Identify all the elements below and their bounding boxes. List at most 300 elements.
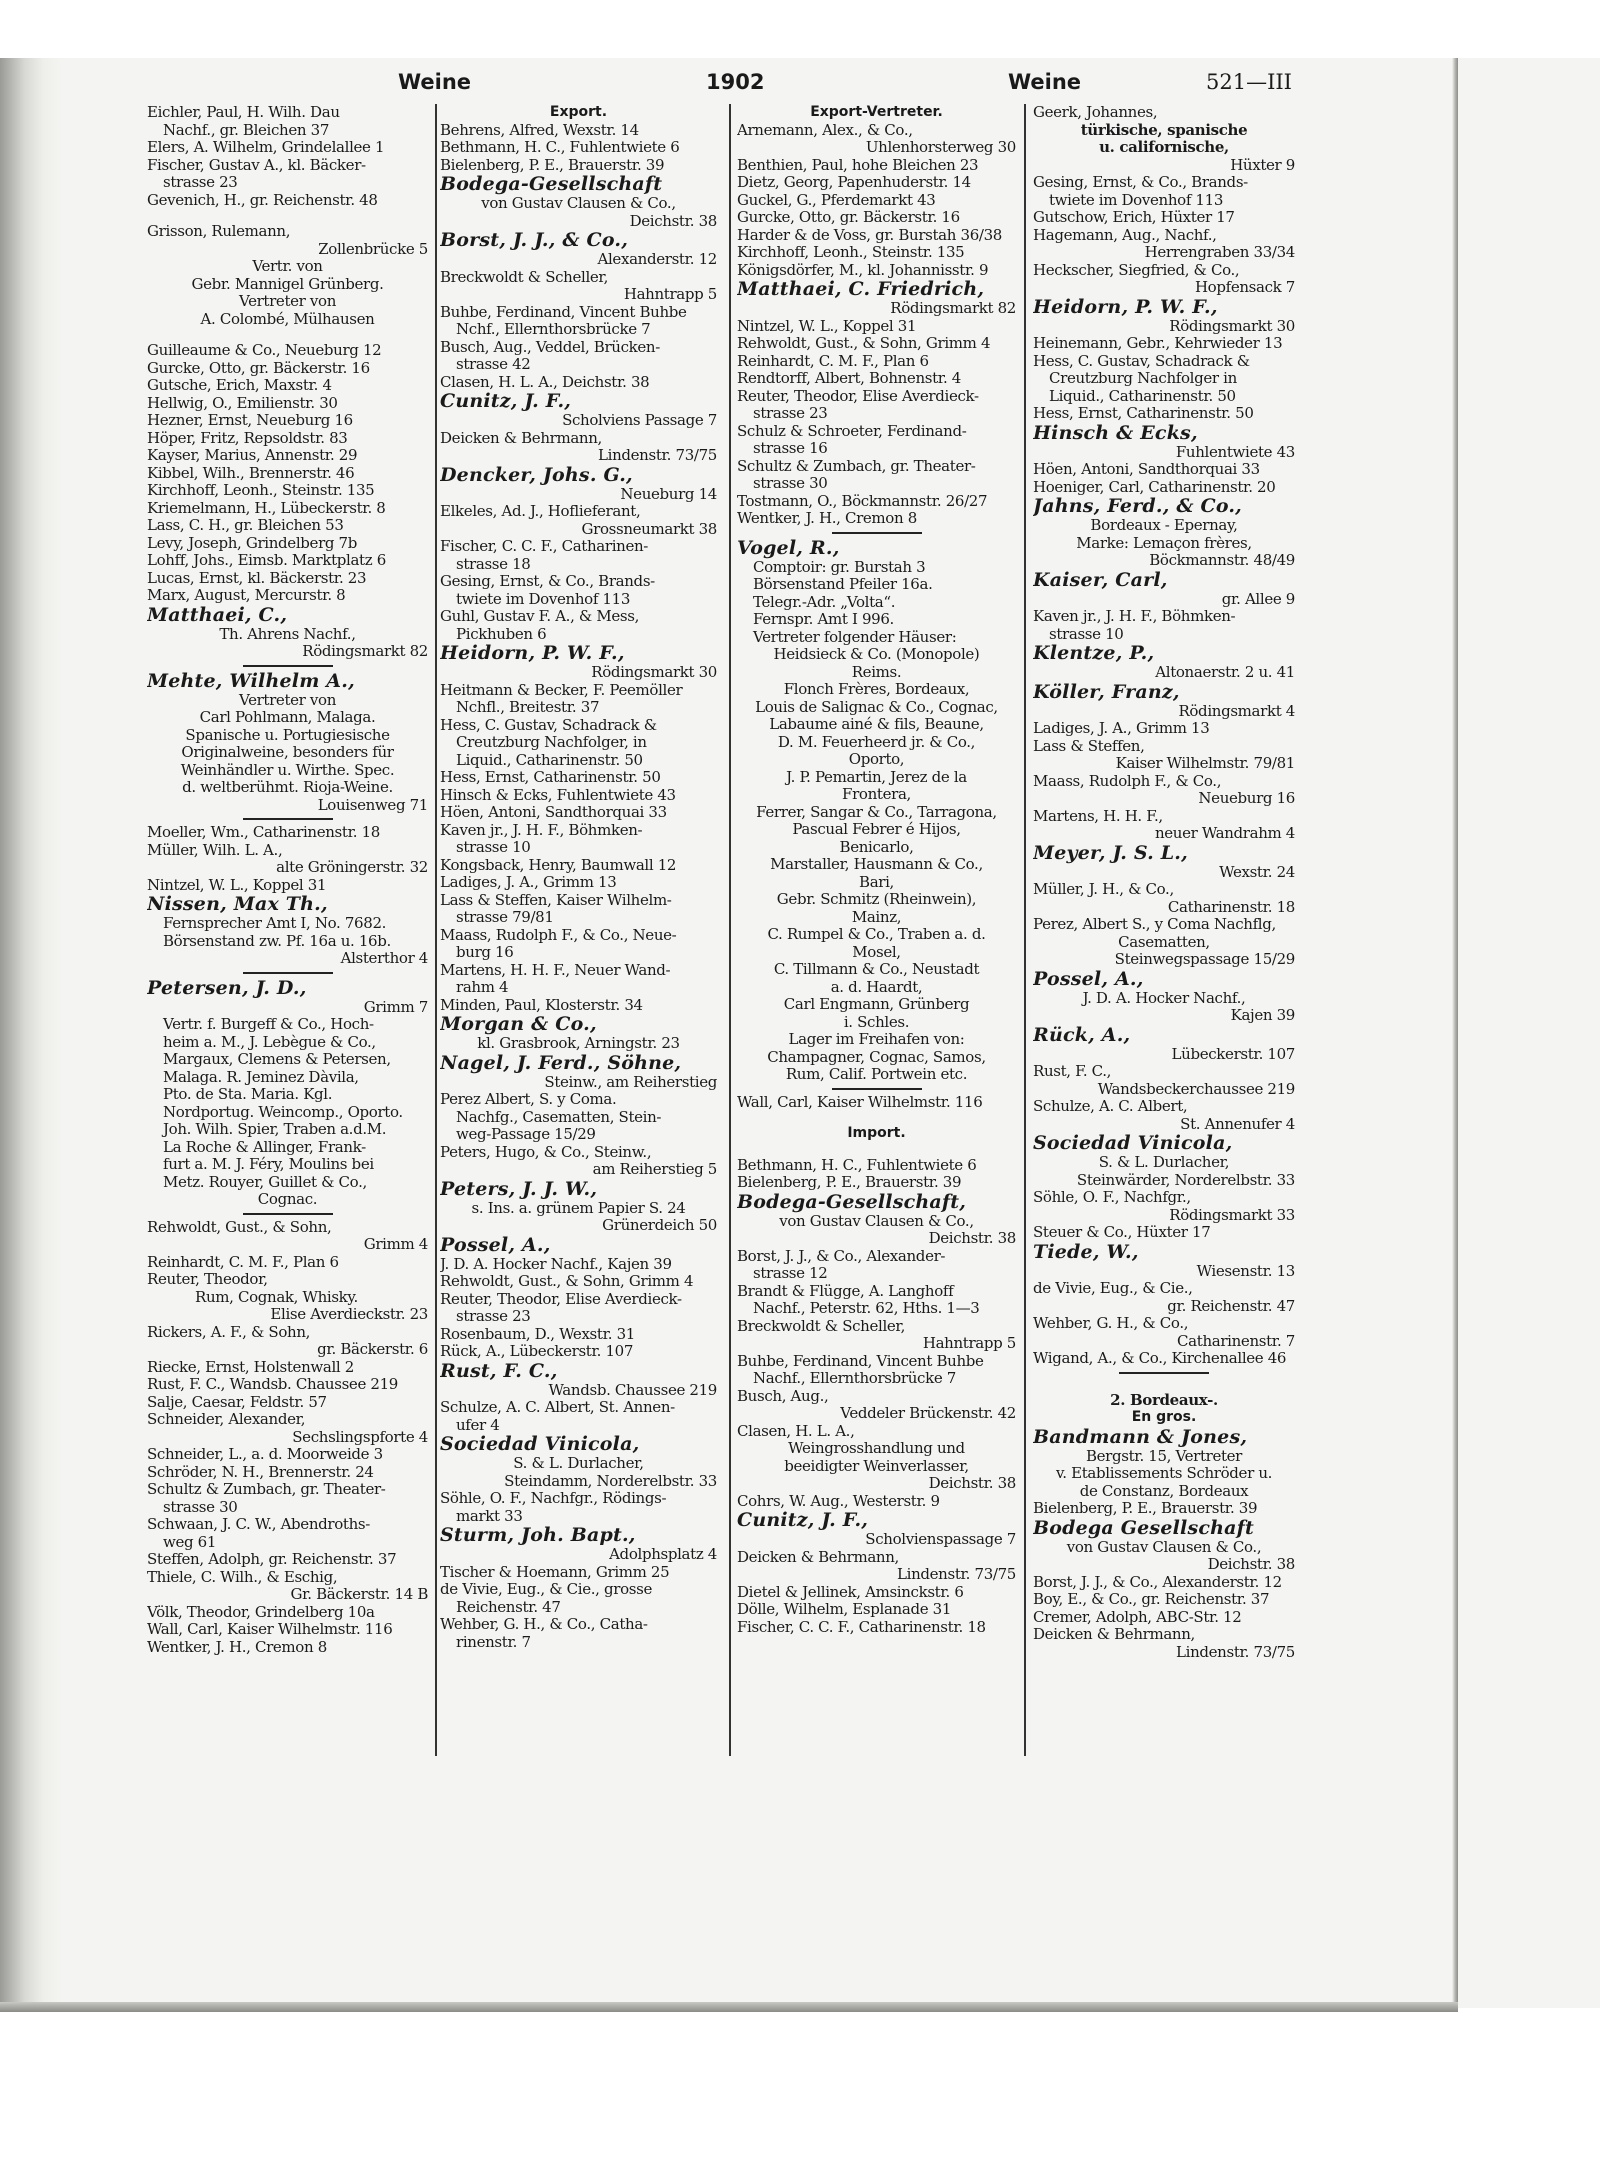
entry-line: Schulze, A. C. Albert, St. Annen- — [440, 1399, 675, 1416]
entry-line: Nchf., Ellernthorsbrücke 7 — [456, 321, 651, 338]
entry-line: Guhl, Gustav F. A., & Mess, — [440, 608, 640, 625]
entry-line: Cremer, Adolph, ABC-Str. 12 — [1033, 1608, 1242, 1626]
entry-line: Börsenstand Pfeiler 16a. — [753, 576, 933, 593]
entry-line: Cohrs, W. Aug., Westerstr. 9 — [737, 1492, 940, 1510]
entry-line: Deichstr. 38 — [928, 1475, 1016, 1492]
entry-line: Neueburg 14 — [620, 485, 717, 503]
section-divider — [147, 1209, 428, 1219]
entry-line: Rust, F. C., Wandsb. Chaussee 219 — [147, 1376, 398, 1393]
entry-line: Hahntrapp 5 — [623, 286, 717, 303]
section-heading: Export-Vertreter. — [810, 104, 943, 120]
entry-line: Comptoir: gr. Burstah 3 — [753, 558, 926, 576]
firm-name: Matthaei, C., — [147, 604, 288, 626]
directory-column-3 — [737, 104, 1016, 1636]
column-rule — [435, 104, 437, 1756]
firm-name: Sturm, Joh. Bapt., — [440, 1525, 636, 1546]
entry-line: Reuter, Theodor, Elise Averdieck- — [440, 1290, 682, 1308]
entry-line: J. D. A. Hocker Nachf., — [1082, 989, 1246, 1007]
entry-line: markt 33 — [456, 1507, 523, 1525]
entry-line: neuer Wandrahm 4 — [1154, 825, 1295, 842]
firm-name: Sociedad Vinicola, — [440, 1434, 640, 1455]
directory-column-1 — [147, 104, 428, 1656]
firm-name: Klentze, P., — [1033, 643, 1155, 664]
entry-line: strasse 30 — [163, 1498, 238, 1516]
entry-line: Grisson, Rulemann, — [147, 223, 291, 240]
entry-line: Wehber, G. H., & Co., Catha- — [440, 1616, 648, 1633]
entry-line: Harder & de Voss, gr. Burstah 36/38 — [737, 226, 1002, 244]
entry-line: Gurcke, Otto, gr. Bäckerstr. 16 — [147, 359, 370, 377]
entry-line: von Gustav Clausen & Co., — [779, 1212, 974, 1230]
entry-line: v. Etablissements Schröder u. — [1055, 1465, 1273, 1482]
entry-line: Börsenstand zw. Pf. 16a u. 16b. — [163, 932, 391, 950]
entry-line: Nachf., Peterstr. 62, Hths. 1—3 — [753, 1300, 980, 1317]
entry-line: Mosel, — [852, 943, 901, 961]
entry-line: kl. Grasbrook, Arningstr. 23 — [477, 1035, 680, 1052]
entry-line: Arnemann, Alex., & Co., — [737, 121, 913, 139]
entry-line: Wandsb. Chaussee 219 — [548, 1381, 717, 1399]
entry-line: Bielenberg, P. E., Brauerstr. 39 — [1033, 1500, 1258, 1517]
entry-line: Uhlenhorsterweg 30 — [865, 139, 1016, 156]
entry-line: Schulz & Schroeter, Ferdinand- — [737, 422, 967, 440]
section-divider — [737, 528, 1016, 538]
entry-line: Schulze, A. C. Albert, — [1033, 1098, 1188, 1115]
entry-line: Lohff, Johs., Eimsb. Marktplatz 6 — [147, 552, 386, 569]
entry-line: Rehwoldt, Gust., & Sohn, — [147, 1218, 332, 1236]
entry-line: Breckwoldt & Scheller, — [737, 1317, 906, 1335]
entry-line: J. P. Pemartin, Jerez de la — [786, 768, 967, 786]
entry-line: Schwaan, J. C. W., Abendroths- — [147, 1516, 370, 1533]
entry-line: Deichstr. 38 — [928, 1230, 1016, 1247]
entry-line: Lindenstr. 73/75 — [598, 447, 717, 464]
firm-name: Mehte, Wilhelm A., — [147, 670, 355, 692]
entry-line: Bethmann, H. C., Fuhlentwiete 6 — [737, 1156, 977, 1174]
entry-line: Alsterthor 4 — [340, 950, 428, 967]
entry-line: strasse 10 — [456, 839, 531, 856]
entry-line: weg 61 — [163, 1533, 217, 1551]
entry-line: Heckscher, Siegfried, & Co., — [1033, 261, 1240, 279]
running-header-left: Weine — [398, 70, 472, 94]
firm-name: Morgan & Co., — [440, 1014, 597, 1035]
entry-line: Völk, Theodor, Grindelberg 10a — [147, 1603, 375, 1621]
entry-line: 2. Bordeaux-. — [1110, 1391, 1218, 1409]
entry-line: Creutzburg Nachfolger, in — [456, 734, 647, 751]
entry-line: Pto. de Sta. Maria. Kgl. — [163, 1086, 333, 1103]
entry-line: am Reiherstieg 5 — [592, 1161, 717, 1178]
entry-line: Hüxter 9 — [1230, 156, 1295, 174]
entry-line: Königsdörfer, M., kl. Johannisstr. 9 — [737, 261, 989, 279]
entry-line: s. Ins. a. grünem Papier S. 24 — [471, 1199, 686, 1217]
entry-line: strasse 30 — [753, 475, 828, 492]
section-divider — [147, 661, 428, 671]
entry-line: strasse 23 — [163, 174, 238, 191]
entry-line: Wandsbeckerchaussee 219 — [1097, 1080, 1295, 1098]
entry-line: La Roche & Allinger, Frank- — [163, 1138, 366, 1156]
entry-line: ufer 4 — [456, 1416, 500, 1434]
entry-line: Riecke, Ernst, Holstenwall 2 — [147, 1358, 354, 1376]
entry-line: Steuer & Co., Hüxter 17 — [1033, 1224, 1211, 1241]
entry-line: Kayser, Marius, Annenstr. 29 — [147, 447, 358, 464]
entry-line: C. Rumpel & Co., Traben a. d. — [767, 926, 986, 943]
entry-line: rinenstr. 7 — [456, 1633, 531, 1651]
firm-name: Heidorn, P. W. F., — [440, 643, 625, 664]
entry-line: Champagner, Cognac, Samos, — [767, 1048, 986, 1066]
entry-line: Grünerdeich 50 — [602, 1217, 717, 1234]
entry-line: Reinhardt, C. M. F., Plan 6 — [147, 1253, 339, 1271]
entry-line: twiete im Dovenhof 113 — [1049, 191, 1224, 209]
entry-line: Tischer & Hoemann, Grimm 25 — [440, 1563, 670, 1581]
entry-line: Behrens, Alfred, Wexstr. 14 — [440, 121, 639, 139]
entry-line: Lucas, Ernst, kl. Bäckerstr. 23 — [147, 569, 367, 587]
entry-line: Maass, Rudolph F., & Co., — [1033, 772, 1222, 790]
firm-name: Bandmann & Jones, — [1033, 1426, 1248, 1448]
entry-line: Pickhuben 6 — [456, 625, 547, 643]
entry-line: de Constanz, Bordeaux — [1079, 1482, 1249, 1500]
entry-line: Kaven jr., J. H. F., Böhmken- — [440, 821, 643, 839]
entry-line: Lass & Steffen, Kaiser Wilhelm- — [440, 891, 672, 909]
entry-line: Alexanderstr. 12 — [597, 251, 717, 268]
entry-line: Fischer, Gustav A., kl. Bäcker- — [147, 156, 366, 174]
entry-line: Wigand, A., & Co., Kirchenallee 46 — [1033, 1350, 1287, 1367]
entry-line: Levy, Joseph, Grindelberg 7b — [147, 534, 358, 552]
entry-line: Reichenstr. 47 — [456, 1598, 561, 1616]
section-divider — [147, 968, 428, 978]
entry-line: Hoeniger, Carl, Catharinenstr. 20 — [1033, 478, 1276, 496]
entry-line: Reinhardt, C. M. F., Plan 6 — [737, 352, 929, 370]
entry-line: Reims. — [851, 663, 902, 681]
entry-line: strasse 12 — [753, 1265, 828, 1282]
firm-name: Cunitz, J. F., — [737, 1510, 869, 1531]
firm-name: Bodega Gesellschaft — [1033, 1517, 1254, 1539]
entry-line: Wehber, G. H., & Co., — [1033, 1315, 1189, 1332]
entry-line: Höen, Antoni, Sandthorquai 33 — [1033, 461, 1260, 478]
entry-line: furt a. M. J. Féry, Moulins bei — [163, 1156, 374, 1173]
firm-name: Peters, J. J. W., — [440, 1178, 598, 1200]
entry-line: Bielenberg, P. E., Brauerstr. 39 — [440, 156, 665, 174]
entry-line: gr. Allee 9 — [1221, 590, 1295, 608]
entry-line: i. Schles. — [843, 1013, 910, 1031]
entry-line: Louis de Salignac & Co., Cognac, — [755, 698, 998, 716]
section-divider — [147, 814, 428, 824]
entry-line: Steffen, Adolph, gr. Reichenstr. 37 — [147, 1551, 397, 1568]
entry-line: türkische, spanische — [1080, 121, 1248, 139]
entry-line: Sechslingspforte 4 — [292, 1428, 428, 1446]
page-edge-bottom — [0, 2002, 1458, 2012]
entry-line: Dölle, Wilhelm, Esplanade 31 — [737, 1601, 952, 1618]
entry-line: Casematten, — [1118, 933, 1210, 951]
directory-column-2 — [440, 104, 717, 1651]
entry-line: Steinwärder, Norderelbstr. 33 — [1076, 1171, 1295, 1189]
entry-line: Nordportug. Weincomp., Oporto. — [163, 1103, 403, 1121]
entry-line: Breckwoldt & Scheller, — [440, 268, 609, 286]
entry-line: Buhbe, Ferdinand, Vincent Buhbe — [440, 303, 687, 321]
entry-line: Hess, Ernst, Catharinenstr. 50 — [1033, 405, 1254, 422]
entry-line: Rosenbaum, D., Wexstr. 31 — [440, 1325, 635, 1343]
entry-line: de Vivie, Eug., & Cie., grosse — [440, 1581, 652, 1598]
entry-line: Telegr.-Adr. „Volta“. — [753, 593, 896, 611]
entry-line: Reuter, Theodor, Elise Averdieck- — [737, 387, 979, 405]
entry-line: Adolphsplatz 4 — [609, 1546, 717, 1563]
entry-line: strasse 42 — [456, 356, 531, 373]
column-rule — [729, 104, 731, 1756]
entry-line: Perez, Albert S., y Coma Nachflg, — [1033, 916, 1276, 933]
entry-line: Vertreter von — [238, 691, 337, 709]
entry-line: Tostmann, O., Böckmannstr. 26/27 — [737, 492, 988, 510]
entry-line: Wentker, J. H., Cremon 8 — [737, 510, 917, 527]
entry-line: Guckel, G., Pferdemarkt 43 — [737, 191, 936, 209]
entry-line: Deicken & Behrmann, — [440, 429, 602, 447]
entry-line: gr. Bäckerstr. 6 — [317, 1341, 428, 1358]
entry-line: Moeller, Wm., Catharinenstr. 18 — [147, 824, 380, 841]
entry-line: Fischer, C. C. F., Catharinenstr. 18 — [737, 1618, 986, 1636]
entry-line: Hess, C. Gustav, Schadrack & — [440, 716, 657, 734]
entry-line: strasse 16 — [753, 440, 828, 457]
entry-line: Hezner, Ernst, Neueburg 16 — [147, 412, 353, 429]
entry-line: Spanische u. Portugiesische — [185, 726, 390, 744]
entry-line: Margaux, Clemens & Petersen, — [163, 1051, 391, 1068]
entry-line: Creutzburg Nachfolger in — [1049, 370, 1237, 387]
entry-line: Liquid., Catharinenstr. 50 — [1049, 387, 1236, 405]
entry-line: gr. Reichenstr. 47 — [1167, 1297, 1295, 1315]
firm-name: Kaiser, Carl, — [1033, 569, 1168, 591]
entry-line: Vertr. f. Burgeff & Co., Hoch- — [163, 1016, 374, 1033]
firm-name: Possel, A., — [1033, 968, 1144, 990]
entry-line: Bethmann, H. C., Fuhlentwiete 6 — [440, 139, 680, 156]
entry-line: Martens, H. H. F., Neuer Wand- — [440, 961, 671, 979]
firm-name: Rust, F. C., — [440, 1360, 558, 1382]
entry-line: Fernspr. Amt I 996. — [753, 611, 894, 628]
entry-line: Hess, C. Gustav, Schadrack & — [1033, 352, 1250, 370]
entry-line: Dietel & Jellinek, Amsinckstr. 6 — [737, 1583, 964, 1601]
entry-line: Söhle, O. F., Nachfgr., — [1033, 1189, 1191, 1206]
entry-line: Busch, Aug., — [737, 1387, 829, 1405]
entry-line: Borst, J. J., & Co., Alexanderstr. 12 — [1033, 1573, 1282, 1591]
section-divider — [1033, 1368, 1295, 1378]
entry-line: de Vivie, Eug., & Cie., — [1033, 1280, 1193, 1297]
entry-line: Guilleaume & Co., Neueburg 12 — [147, 342, 382, 359]
entry-line: Mainz, — [851, 908, 902, 926]
entry-line: Elers, A. Wilhelm, Grindelallee 1 — [147, 139, 385, 156]
entry-line: Gebr. Schmitz (Rheinwein), — [776, 891, 977, 908]
spacer — [147, 209, 428, 223]
entry-line: a. d. Haardt, — [830, 978, 923, 996]
entry-line: S. & L. Durlacher, — [513, 1455, 644, 1472]
entry-line: Böckmannstr. 48/49 — [1149, 552, 1295, 569]
entry-line: weg-Passage 15/29 — [456, 1126, 596, 1143]
entry-line: Maass, Rudolph F., & Co., Neue- — [440, 926, 677, 944]
entry-line: Gebr. Mannigel Grünberg. — [191, 275, 384, 293]
entry-line: Weingrosshandlung und — [788, 1440, 965, 1457]
entry-line: heim a. M., J. Lebègue & Co., — [163, 1033, 376, 1051]
entry-line: A. Colombé, Mülhausen — [200, 310, 375, 328]
entry-line: Kriemelmann, H., Lübeckerstr. 8 — [147, 499, 386, 517]
firm-name: Bodega-Gesellschaft, — [737, 1191, 967, 1213]
entry-line: Söhle, O. F., Nachfgr., Rödings- — [440, 1490, 667, 1507]
entry-line: burg 16 — [456, 944, 514, 961]
entry-line: Vertreter folgender Häuser: — [753, 628, 957, 646]
firm-name: Nagel, J. Ferd., Söhne, — [440, 1052, 682, 1074]
entry-line: Kaven jr., J. H. F., Böhmken- — [1033, 608, 1236, 625]
entry-line: Rödingsmarkt 33 — [1169, 1206, 1295, 1224]
firm-name: Sociedad Vinicola, — [1033, 1133, 1233, 1154]
firm-name: Köller, Franz, — [1033, 681, 1180, 703]
entry-line: Kaiser Wilhelmstr. 79/81 — [1115, 755, 1295, 772]
firm-name: Tiede, W., — [1033, 1241, 1139, 1263]
entry-line: Louisenweg 71 — [317, 796, 428, 814]
firm-name: Bodega-Gesellschaft — [440, 174, 663, 195]
entry-line: Borst, J. J., & Co., Alexander- — [737, 1247, 946, 1265]
entry-line: Lass, C. H., gr. Bleichen 53 — [147, 517, 344, 534]
entry-line: Carl Engmann, Grünberg — [783, 996, 970, 1013]
entry-line: Salje, Caesar, Feldstr. 57 — [147, 1393, 327, 1411]
entry-line: Flonch Frères, Bordeaux, — [783, 681, 970, 698]
entry-line: Herrengraben 33/34 — [1144, 244, 1295, 261]
entry-line: Nintzel, W. L., Koppel 31 — [147, 876, 327, 894]
entry-line: Hopfensack 7 — [1194, 279, 1295, 296]
entry-line: Veddeler Brückenstr. 42 — [840, 1405, 1016, 1422]
entry-line: Wall, Carl, Kaiser Wilhelmstr. 116 — [737, 1093, 983, 1111]
entry-line: Peters, Hugo, & Co., Steinw., — [440, 1143, 652, 1161]
entry-line: beeidigter Weinverlasser, — [784, 1457, 969, 1475]
entry-line: Heidsieck & Co. (Monopole) — [773, 646, 980, 663]
entry-line: Steinwegspassage 15/29 — [1114, 951, 1295, 968]
entry-line: Bordeaux - Epernay, — [1090, 517, 1238, 534]
entry-line: C. Tillmann & Co., Neustadt — [773, 961, 980, 978]
entry-line: strasse 79/81 — [456, 909, 554, 926]
entry-line: Dietz, Georg, Papenhuderstr. 14 — [737, 174, 971, 191]
section-heading: Import. — [847, 1125, 906, 1141]
entry-line: Rum, Calif. Portwein etc. — [785, 1066, 968, 1083]
entry-line: Schultz & Zumbach, gr. Theater- — [147, 1481, 386, 1498]
entry-line: Minden, Paul, Klosterstr. 34 — [440, 996, 643, 1014]
entry-line: u. californische, — [1099, 139, 1229, 156]
entry-line: Altonaerstr. 2 u. 41 — [1155, 664, 1295, 681]
entry-line: Deicken & Behrmann, — [737, 1548, 899, 1566]
entry-line: Steindamm, Norderelbstr. 33 — [504, 1472, 717, 1490]
entry-line: D. M. Feuerheerd jr. & Co., — [777, 733, 976, 751]
entry-line: Clasen, H. L. A., — [737, 1422, 855, 1440]
entry-line: rahm 4 — [456, 979, 509, 996]
entry-line: Buhbe, Ferdinand, Vincent Buhbe — [737, 1352, 984, 1370]
entry-line: Nachf., Ellernthorsbrücke 7 — [753, 1370, 956, 1387]
entry-line: Boy, E., & Co., gr. Reichenstr. 37 — [1033, 1591, 1270, 1608]
entry-line: strasse 23 — [753, 405, 828, 422]
entry-line: Nachf., gr. Bleichen 37 — [163, 121, 330, 139]
entry-line: Rum, Cognak, Whisky. — [195, 1288, 358, 1306]
entry-line: Reuter, Theodor, — [147, 1271, 268, 1288]
entry-line: Joh. Wilh. Spier, Traben a.d.M. — [163, 1121, 387, 1138]
entry-line: Steinw., am Reiherstieg — [544, 1073, 717, 1091]
firm-name: Heidorn, P. W. F., — [1033, 296, 1218, 318]
entry-line: Scholvienspassage 7 — [865, 1531, 1016, 1548]
entry-line: alte Gröningerstr. 32 — [276, 859, 428, 876]
entry-line: Zollenbrücke 5 — [318, 240, 428, 258]
entry-line: Neueburg 16 — [1198, 790, 1295, 807]
entry-line: twiete im Dovenhof 113 — [456, 590, 631, 608]
section-heading: Export. — [549, 104, 608, 120]
entry-line: Rödingsmarkt 82 — [890, 300, 1016, 317]
entry-line: Wentker, J. H., Cremon 8 — [147, 1638, 327, 1656]
entry-line: Elkeles, Ad. J., Hoflieferant, — [440, 503, 641, 520]
entry-line: strasse 18 — [456, 555, 531, 573]
spacer — [737, 1111, 1016, 1125]
entry-line: Lindenstr. 73/75 — [897, 1566, 1016, 1583]
entry-line: Wexstr. 24 — [1219, 863, 1295, 881]
entry-line: Kibbel, Wilh., Brennerstr. 46 — [147, 464, 355, 482]
entry-line: Busch, Aug., Veddel, Brücken- — [440, 338, 660, 356]
entry-line: Fernsprecher Amt I, No. 7682. — [163, 915, 387, 932]
entry-line: strasse 23 — [456, 1308, 531, 1325]
entry-line: Kongsback, Henry, Baumwall 12 — [440, 856, 677, 874]
entry-line: Th. Ahrens Nachf., — [219, 625, 356, 643]
entry-line: Wiesenstr. 13 — [1196, 1262, 1295, 1280]
firm-name: Dencker, Johs. G., — [440, 464, 633, 486]
entry-line: Oporto, — [848, 751, 905, 768]
entry-line: Marstaller, Hausmann & Co., — [770, 856, 983, 873]
entry-line: Gutschow, Erich, Hüxter 17 — [1033, 209, 1235, 226]
page-number: 521—III — [1206, 70, 1292, 94]
entry-line: Gesing, Ernst, & Co., Brands- — [440, 573, 655, 590]
entry-line: Rehwoldt, Gust., & Sohn, Grimm 4 — [440, 1273, 694, 1290]
entry-line: Scholviens Passage 7 — [562, 412, 717, 429]
entry-line: Catharinenstr. 7 — [1177, 1332, 1295, 1350]
entry-line: St. Annenufer 4 — [1180, 1115, 1295, 1133]
entry-line: von Gustav Clausen & Co., — [481, 195, 676, 212]
entry-line: Wall, Carl, Kaiser Wilhelmstr. 116 — [147, 1621, 393, 1638]
entry-line: Hellwig, O., Emilienstr. 30 — [147, 394, 338, 412]
entry-line: Kirchhoff, Leonh., Steinstr. 135 — [737, 244, 965, 261]
entry-line: Deichstr. 38 — [629, 212, 717, 230]
entry-line: Geerk, Johannes, — [1033, 104, 1158, 121]
entry-line: Schultz & Zumbach, gr. Theater- — [737, 457, 976, 475]
entry-line: Vertr. von — [252, 258, 323, 275]
entry-line: Bielenberg, P. E., Brauerstr. 39 — [737, 1174, 962, 1191]
entry-line: Lager im Freihafen von: — [788, 1031, 965, 1048]
firm-name: Possel, A., — [440, 1234, 551, 1256]
entry-line: Malaga. R. Jeminez Dàvila, — [163, 1068, 359, 1086]
entry-line: Rödingsmarkt 30 — [1169, 317, 1295, 335]
entry-line: Lass & Steffen, — [1033, 737, 1145, 755]
firm-name: Matthaei, C. Friedrich, — [737, 279, 985, 300]
entry-line: Lindenstr. 73/75 — [1176, 1643, 1295, 1661]
entry-line: Rödingsmarkt 30 — [591, 664, 717, 681]
entry-line: Rehwoldt, Gust., & Sohn, Grimm 4 — [737, 335, 991, 352]
entry-line: Catharinenstr. 18 — [1167, 898, 1295, 916]
entry-line: Benicarlo, — [839, 838, 914, 856]
column-rule — [1024, 104, 1026, 1756]
entry-line: Gr. Bäckerstr. 14 B — [290, 1586, 428, 1603]
entry-line: d. weltberühmt. Rioja-Weine. — [182, 779, 393, 796]
entry-line: Nchfl., Breitestr. 37 — [456, 699, 600, 716]
spacer — [737, 1143, 1016, 1157]
entry-line: Höper, Fritz, Repsoldstr. 83 — [147, 429, 348, 447]
entry-line: Höen, Antoni, Sandthorquai 33 — [440, 804, 667, 821]
entry-line: Frontera, — [842, 786, 911, 803]
entry-line: Elise Averdieckstr. 23 — [270, 1306, 428, 1323]
entry-line: Deichstr. 38 — [1207, 1556, 1295, 1573]
page-edge-right — [1452, 58, 1458, 2008]
spacer — [147, 328, 428, 342]
firm-name: Nissen, Max Th., — [147, 894, 328, 915]
entry-line: Hahntrapp 5 — [922, 1335, 1016, 1352]
entry-line: Liquid., Catharinenstr. 50 — [456, 751, 643, 769]
entry-line: Rödingsmarkt 82 — [302, 643, 428, 660]
entry-line: Nachfg., Casematten, Stein- — [456, 1108, 662, 1126]
entry-line: Originalweine, besonders für — [181, 744, 394, 761]
entry-line: Rickers, A. F., & Sohn, — [147, 1323, 311, 1341]
entry-line: Thiele, C. Wilh., & Eschig, — [147, 1568, 338, 1586]
entry-line: Eichler, Paul, H. Wilh. Dau — [147, 104, 340, 121]
entry-line: Hess, Ernst, Catharinenstr. 50 — [440, 769, 661, 786]
